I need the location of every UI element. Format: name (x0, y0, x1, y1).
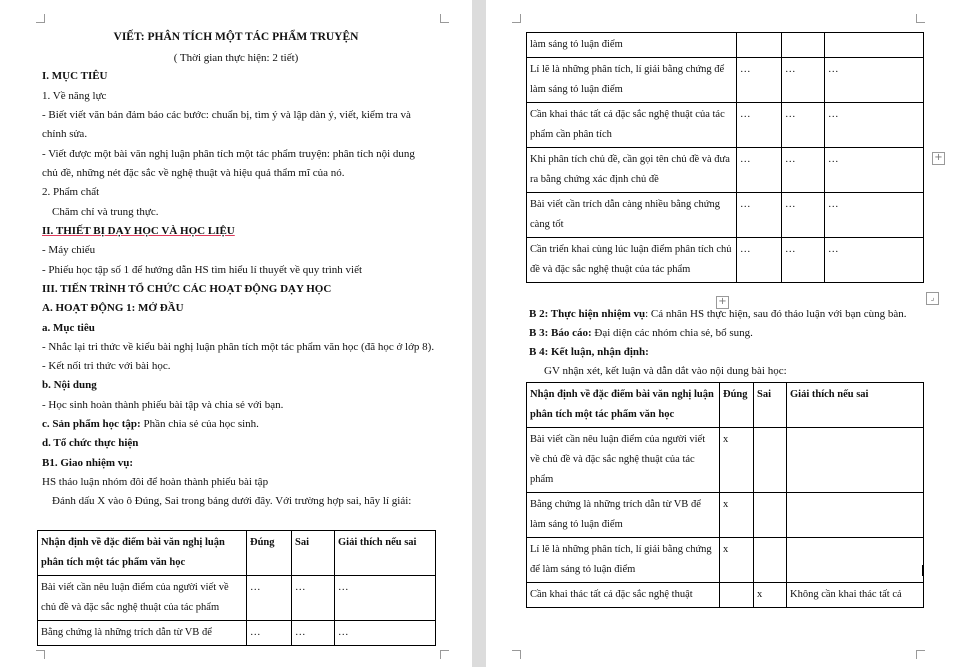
document-page-left[interactable] (0, 0, 472, 667)
table-cell[interactable] (787, 493, 924, 538)
table-cell[interactable]: Bằng chứng là những trích dẫn từ VB để làm sáng tỏ luận điểm (527, 493, 720, 538)
table-cell[interactable] (787, 428, 924, 493)
table-row (527, 33, 924, 58)
table-row (527, 538, 924, 583)
add-column-handle-icon[interactable]: + (932, 152, 945, 165)
table-cell[interactable]: Bài viết cần trích dẫn càng nhiều bằng chứng càng tốt (527, 193, 737, 238)
table-cell[interactable]: … (782, 103, 825, 148)
heading-goal: a. Mục tiêu (42, 322, 95, 334)
b4-label: B 4: Kết luận, nhận định: (529, 346, 649, 358)
table-cell[interactable]: … (825, 148, 924, 193)
table-header-cell: Sai (754, 383, 787, 428)
table-cell[interactable]: … (825, 238, 924, 283)
table-cell[interactable] (754, 538, 787, 583)
table-header-cell: Sai (292, 531, 335, 576)
text-line: - Viết được một bài văn nghị luận phân tích một tác phẩm truyện: phân tích nội dung (42, 148, 415, 160)
table-cell[interactable]: Cần khai thác tất cả đặc sắc nghệ thuật của tác phẩm cần phân tích (527, 103, 737, 148)
table-row (527, 238, 924, 283)
margin-corner-mark (916, 650, 925, 659)
table-cell[interactable]: … (825, 193, 924, 238)
table-cell[interactable]: … (737, 58, 782, 103)
margin-corner-mark (36, 650, 45, 659)
product-text: Phần chia sẻ của học sinh. (140, 418, 259, 430)
text-line: - Máy chiếu (42, 244, 96, 256)
table-cell[interactable]: … (825, 103, 924, 148)
table-row (527, 493, 924, 538)
document-page-right[interactable] (486, 0, 958, 667)
text-line: - Biết viết văn bản đảm bảo các bước: chuẩn bị, tìm ý và lập dàn ý, viết, kiểm tra và (42, 109, 411, 121)
b2-label: B 2: Thực hiện nhiệm vụ (529, 308, 646, 320)
table-row (38, 621, 436, 646)
text-line: - Kết nối tri thức với bài học. (42, 360, 171, 372)
text-line: GV nhận xét, kết luận và dẫn dắt vào nội dung bài học: (544, 365, 787, 377)
text-line: 2. Phẩm chất (42, 186, 100, 198)
table-cell[interactable]: Cần khai thác tất cả đặc sắc nghệ thuật (527, 583, 720, 608)
table-cell[interactable] (754, 493, 787, 538)
worksheet-table-continued[interactable] (526, 32, 924, 283)
table-cell[interactable]: x (720, 538, 754, 583)
table-cell[interactable]: Cần triển khai cùng lúc luận điểm phân tích chủ đề và đặc sắc nghệ thuật của tác phẩm (527, 238, 737, 283)
answer-table[interactable] (526, 382, 924, 608)
heading-equipment: II. THIẾT BỊ DẠY HỌC VÀ HỌC LIỆU (42, 225, 235, 237)
worksheet-table[interactable] (37, 530, 436, 646)
text-line: 1. Về năng lực (42, 90, 107, 102)
table-cell[interactable]: … (737, 103, 782, 148)
table-cell[interactable] (754, 428, 787, 493)
table-cell[interactable] (825, 33, 924, 58)
table-cell[interactable] (737, 33, 782, 58)
table-cell[interactable]: x (720, 428, 754, 493)
margin-corner-mark (440, 650, 449, 659)
add-row-handle-icon[interactable]: + (716, 296, 729, 309)
table-cell[interactable]: x (720, 493, 754, 538)
table-cell[interactable]: … (292, 621, 335, 646)
b3-label: B 3: Báo cáo: (529, 327, 592, 339)
text-line: Chăm chỉ và trung thực. (52, 206, 159, 218)
text-line: - Phiếu học tập số 1 để hướng dẫn HS tìm hiểu lí thuyết về quy trình viết (42, 264, 363, 276)
text-line: HS thảo luận nhóm đôi để hoàn thành phiếu bài tập (42, 476, 269, 488)
margin-corner-mark (512, 650, 521, 659)
heading-process: III. TIẾN TRÌNH TỔ CHỨC CÁC HOẠT ĐỘNG DẠY HỌC (42, 283, 332, 295)
text-line: chỉnh sửa. (42, 128, 88, 140)
table-row (527, 103, 924, 148)
table-header-cell: Nhận định về đặc điểm bài văn nghị luận phân tích một tác phẩm văn học (527, 383, 720, 428)
table-row (527, 148, 924, 193)
heading-objectives: I. MỤC TIÊU (42, 70, 108, 82)
table-header-cell: Giải thích nếu sai (787, 383, 924, 428)
heading-activity-1: A. HOẠT ĐỘNG 1: MỞ ĐẦU (42, 302, 184, 314)
table-cell[interactable]: … (782, 193, 825, 238)
table-cell[interactable]: Khi phân tích chủ đề, cần gọi tên chủ đề và đưa ra bằng chứng xác định chủ đề (527, 148, 737, 193)
table-header-cell: Nhận định về đặc điểm bài văn nghị luận phân tích một tác phẩm văn học (38, 531, 247, 576)
table-row (38, 576, 436, 621)
table-row (527, 428, 924, 493)
table-cell[interactable]: … (782, 58, 825, 103)
text-line: chủ đề, những nét đặc sắc về nghệ thuật và hiệu quả thẩm mĩ của nó. (42, 167, 345, 179)
heading-b1: B1. Giao nhiệm vụ: (42, 457, 134, 469)
text-line: Đánh dấu X vào ô Đúng, Sai trong bảng dưới đây. Với trường hợp sai, hãy lí giải: (52, 495, 412, 507)
table-cell[interactable]: … (247, 576, 292, 621)
table-cell[interactable] (782, 33, 825, 58)
text-line: - Nhắc lại tri thức về kiểu bài nghị luận phân tích một tác phẩm văn học (đã học ở lớp 8). (42, 341, 435, 353)
table-cell[interactable]: … (292, 576, 335, 621)
table-cell[interactable]: … (247, 621, 292, 646)
table-resize-handle-icon[interactable]: ⌟ (926, 292, 939, 305)
text-line (42, 418, 259, 430)
text-line (529, 327, 753, 339)
table-cell[interactable]: Không cần khai thác tất cả (787, 583, 924, 608)
table-cell[interactable] (787, 538, 924, 583)
table-header-row (38, 531, 436, 576)
table-cell[interactable]: Bằng chứng là những trích dẫn từ VB để (38, 621, 247, 646)
table-cell[interactable] (720, 583, 754, 608)
table-cell[interactable]: x (754, 583, 787, 608)
margin-corner-mark (36, 14, 45, 23)
page-gutter (472, 0, 486, 667)
table-row (527, 193, 924, 238)
table-cell[interactable]: … (737, 238, 782, 283)
table-cell[interactable]: làm sáng tỏ luận điểm (527, 33, 737, 58)
document-subtitle: ( Thời gian thực hiện: 2 tiết) (173, 52, 299, 64)
margin-corner-mark (916, 14, 925, 23)
table-cell[interactable]: Bài viết cần nêu luận điểm của người viết về chủ đề và đặc sắc nghệ thuật của tác phẩm (38, 576, 247, 621)
table-cell[interactable]: … (782, 238, 825, 283)
b3-text: Đại diện các nhóm chia sẻ, bổ sung. (591, 327, 753, 339)
heading-content: b. Nội dung (42, 379, 97, 391)
text-cursor (922, 565, 924, 576)
text-line (529, 308, 907, 320)
table-cell[interactable]: Lí lẽ là những phân tích, lí giải bằng chứng để làm sáng tỏ luận điểm (527, 58, 737, 103)
margin-corner-mark (440, 14, 449, 23)
table-cell[interactable]: … (737, 148, 782, 193)
table-cell[interactable]: Bài viết cần nêu luận điểm của người viết về chủ đề và đặc sắc nghệ thuật của tác phẩm (527, 428, 720, 493)
table-cell[interactable]: … (825, 58, 924, 103)
table-cell[interactable]: … (782, 148, 825, 193)
document-title: VIẾT: PHÂN TÍCH MỘT TÁC PHẨM TRUYỆN (113, 31, 359, 43)
table-header-row (527, 383, 924, 428)
table-cell[interactable]: … (335, 576, 436, 621)
table-row (527, 583, 924, 608)
table-header-cell: Đúng (247, 531, 292, 576)
margin-corner-mark (512, 14, 521, 23)
table-cell[interactable]: … (737, 193, 782, 238)
heading-organization: d. Tổ chức thực hiện (42, 437, 139, 449)
table-cell[interactable]: Lí lẽ là những phân tích, lí giải bằng chứng để làm sáng tỏ luận điểm (527, 538, 720, 583)
table-cell[interactable]: … (335, 621, 436, 646)
text-line: - Học sinh hoàn thành phiếu bài tập và chia sẻ với bạn. (42, 399, 284, 411)
table-row (527, 58, 924, 103)
b2-text: : Cá nhân HS thực hiện, sau đó thảo luận với bạn cùng bàn. (645, 308, 907, 320)
table-header-cell: Đúng (720, 383, 754, 428)
table-header-cell: Giải thích nếu sai (335, 531, 436, 576)
product-label: c. Sản phẩm học tập: (42, 418, 141, 430)
